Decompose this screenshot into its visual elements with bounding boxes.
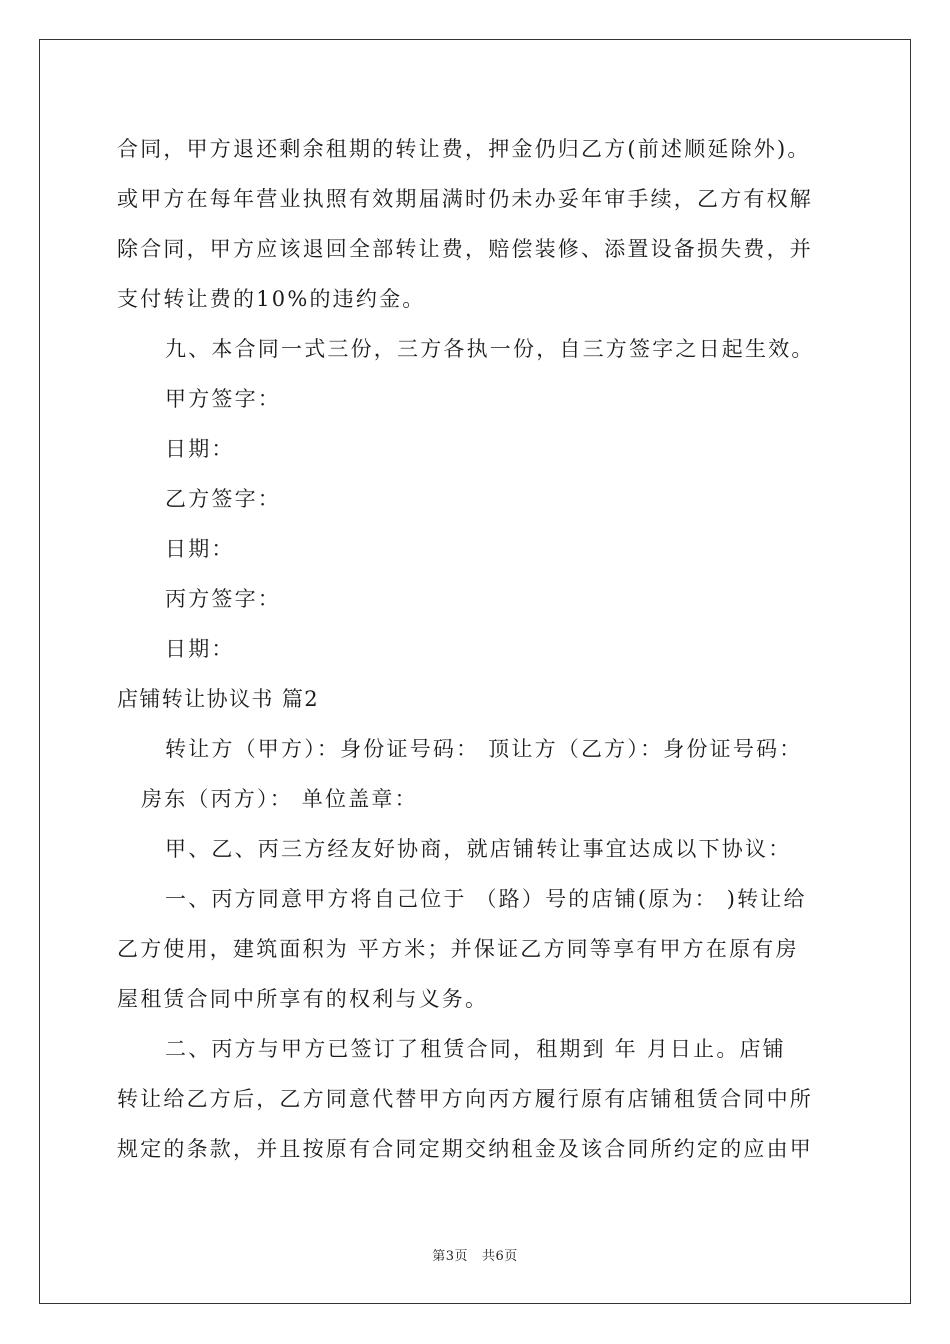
page-number: 第3页 — [432, 1249, 468, 1264]
body-line: 屋租赁合同中所享有的权利与义务。 — [117, 987, 489, 1011]
page-total: 共6页 — [482, 1249, 518, 1264]
body-line: 合同，甲方退还剩余租期的转让费，押金仍归乙方(前述顺延除外)。 — [117, 137, 811, 161]
section-heading: 店铺转让协议书 篇2 — [117, 687, 320, 711]
clause-nine: 九、本合同一式三份，三方各执一份，自三方签字之日起生效。 — [165, 337, 815, 361]
parties-line: 转让方（甲方）：身份证号码： 顶让方（乙方）：身份证号码： — [165, 737, 803, 761]
clause-one: 一、丙方同意甲方将自己位于 （路）号的店铺(原为： )转让给 — [165, 887, 807, 911]
body-line: 转让给乙方后，乙方同意代替甲方向丙方履行原有店铺租赁合同中所 — [117, 1087, 813, 1111]
party-a-signature-label: 甲方签字： — [165, 387, 281, 411]
body-line: 或甲方在每年营业执照有效期届满时仍未办妥年审手续，乙方有权解 — [117, 187, 813, 211]
clause-two: 二、丙方与甲方已签订了租赁合同，租期到 年 月日止。店铺 — [165, 1037, 786, 1061]
date-label: 日期： — [165, 637, 235, 661]
body-line: 甲、乙、丙三方经友好协商，就店铺转让事宜达成以下协议： — [165, 837, 792, 861]
date-label: 日期： — [165, 437, 235, 461]
date-label: 日期： — [165, 537, 235, 561]
page-footer — [0, 1245, 950, 1264]
party-c-signature-label: 丙方签字： — [165, 587, 281, 611]
body-line: 乙方使用，建筑面积为 平方米；并保证乙方同等享有甲方在原有房 — [117, 937, 799, 961]
party-b-signature-label: 乙方签字： — [165, 487, 281, 511]
body-line: 规定的条款，并且按原有合同定期交纳租金及该合同所约定的应由甲 — [117, 1137, 813, 1161]
body-line: 支付转让费的10%的违约金。 — [117, 287, 426, 311]
landlord-line: 房东（丙方）： 单位盖章： — [141, 787, 418, 811]
document-body — [117, 124, 837, 1174]
body-line: 除合同，甲方应该退回全部转让费，赔偿装修、添置设备损失费，并 — [117, 237, 813, 261]
